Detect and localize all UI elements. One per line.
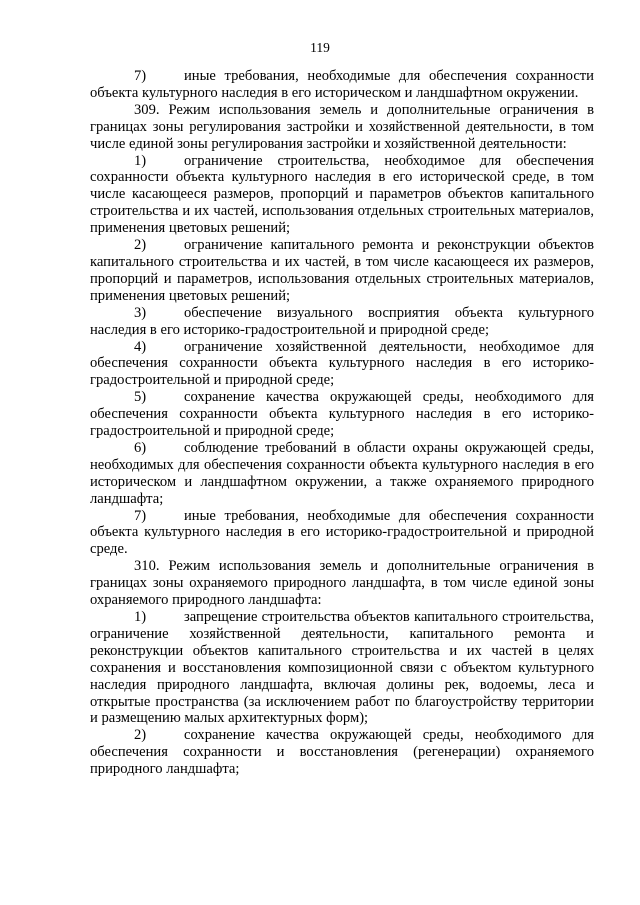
paragraph-item-7 [90,68,594,102]
paragraph-item-2b [90,727,594,778]
paragraph-item-6 [90,440,594,508]
paragraph-text: ограничение капитального ремонта и реконструкции объектов капитального строительства и их частей, в том числе касающееся их размеров, пропорций и параметров, использования отдельных строительных материалов, применения цветовых решений; [90,237,594,304]
item-number: 2) [134,237,147,254]
item-number: 7) [134,507,147,524]
item-number: 1) [134,152,147,169]
paragraph-text: соблюдение требований в области охраны окружающей среды, необходимых для обеспечения сохранности объекта культурного наследия в его историческом и ландшафтном окружении, а также охраняемого природного ландшафта; [90,439,594,507]
paragraph-item-1b [90,609,594,727]
paragraph-310 [90,558,594,609]
paragraph-text: ограничение строительства, необходимое для обеспечения сохранности объекта культурного наследия в его исторической среде, в том числе касающееся размеров, пропорций и параметров объектов капитального строительства и их частей, использования отдельных строительных материалов, применения цветовых решений; [90,152,594,237]
paragraph-text: иные требования, необходимые для обеспечения сохранности объекта культурного наследия в его историческом и ландшафтном окружении. [90,68,594,101]
item-number: 4) [134,338,147,355]
item-number: 7) [134,68,147,84]
paragraph-item-5 [90,389,594,440]
paragraph-text: 309. Режим использования земель и дополнительные ограничения в границах зоны регулирования застройки и хозяйственной деятельности, в том числе единой зоны регулирования застройки и хозяйственной деятельности: [90,101,594,152]
paragraph-text: запрещение строительства объектов капитального строительства, ограничение хозяйственной деятельности, капитального ремонта и реконструкции объектов капитального строительства и их частей в целях сохранения и восстановления композиционной связи с объектом культурного наследия природного ландшафта, включая долины рек, водоемы, леса и открытые пространства (за исключением работ по благоустройству территории и размещению малых архитектурных форм); [90,609,594,727]
paragraph-item-2 [90,237,594,305]
paragraph-item-3 [90,305,594,339]
paragraph-text: ограничение хозяйственной деятельности, необходимое для обеспечения сохранности объекта культурного наследия в его историко-градостроительной и природной среде; [90,338,594,389]
paragraph-text: сохранение качества окружающей среды, необходимого для обеспечения сохранности и восстановления (регенерации) охраняемого природного ландшафта; [90,727,594,778]
paragraph-text: сохранение качества окружающей среды, необходимого для обеспечения сохранности объекта культурного наследия в его историко-градостроительной и природной среде; [90,389,594,440]
paragraph-item-7b [90,508,594,559]
item-number: 5) [134,389,147,406]
paragraph-item-1 [90,153,594,238]
item-number: 3) [134,304,147,321]
paragraph-text: 310. Режим использования земель и дополнительные ограничения в границах зоны охраняемого природного ландшафта, в том числе единой зоны охраняемого природного ландшафта: [90,558,594,609]
paragraph-item-4 [90,339,594,390]
paragraph-text: обеспечение визуального восприятия объекта культурного наследия в его историко-градостроительной и природной среде; [90,304,594,338]
document-body [90,68,594,778]
item-number: 2) [134,727,147,744]
paragraph-text: иные требования, необходимые для обеспечения сохранности объекта культурного наследия в его историко-градостроительной и природной среде. [90,507,594,558]
item-number: 6) [134,439,147,456]
paragraph-309 [90,102,594,153]
item-number: 1) [134,609,147,625]
page-number: 119 [310,40,330,55]
